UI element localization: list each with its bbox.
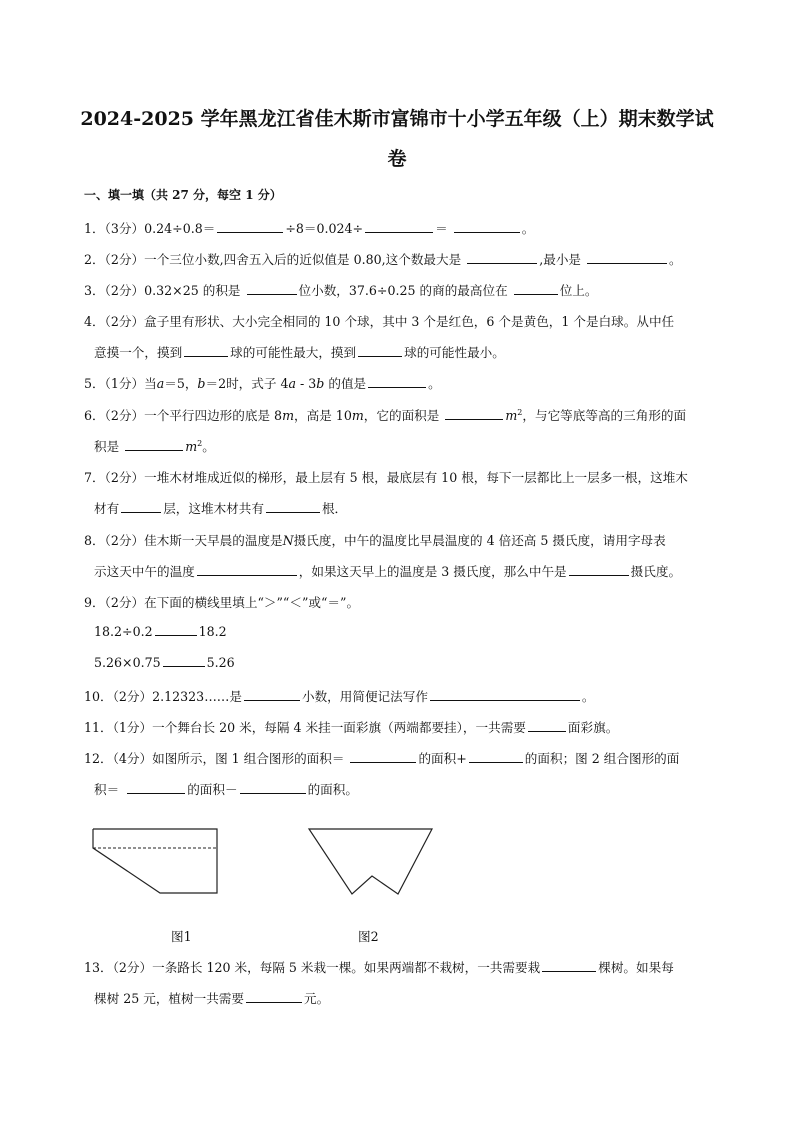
answer-blank[interactable] <box>569 563 629 576</box>
answer-blank[interactable] <box>350 750 416 763</box>
figure-2-outline <box>309 829 432 894</box>
answer-blank[interactable] <box>184 344 228 357</box>
answer-blank[interactable] <box>514 282 558 295</box>
question-4: 4．（2分）盒子里有形状、大小完全相同的 10 个球，其中 3 个是红色，6 个是黄色，1 个是白球。从中任 <box>84 314 675 329</box>
answer-blank[interactable] <box>467 251 537 264</box>
answer-blank[interactable] <box>358 344 402 357</box>
question-10: 10．（2分）2.12323……是 小数，用简便记法写作 。 <box>84 689 595 704</box>
question-7-continued: 材有 层，这堆木材共有 根． <box>94 501 348 516</box>
answer-blank[interactable] <box>155 623 197 636</box>
question-6: 6．（2分）一个平行四边形的底是 8m，高是 10m，它的面积是 $m^2$，与它等底等高的三角形的面 <box>84 407 687 423</box>
answer-blank[interactable] <box>454 220 520 233</box>
answer-blank[interactable] <box>163 654 205 667</box>
figure-1-outline <box>93 829 217 893</box>
question-1: 1．（3分）0.24÷0.8＝ ÷8＝0.024÷ ＝ 。 <box>84 221 535 236</box>
answer-blank[interactable] <box>247 282 297 295</box>
question-9: 9．（2分）在下面的横线里填上“＞”“＜”或“＝”。 <box>84 595 360 610</box>
question-12: 12．（4分）如图所示，图 1 组合图形的面积＝ 的面积+ 的面积；图 2 组合图形的面 <box>84 751 680 766</box>
answer-blank[interactable] <box>246 990 302 1003</box>
answer-blank[interactable] <box>127 781 185 794</box>
question-11: 11．（1分）一个舞台长 20 米，每隔 4 米挂一面彩旗（两端都要挂），一共需要 面彩旗。 <box>84 720 619 735</box>
section-heading: 一、填一填（共 27 分，每空 1 分） <box>84 188 282 202</box>
comparison-row: 18.2÷0.2 18.2 <box>94 624 227 639</box>
question-7: 7．（2分）一堆木材堆成近似的梯形，最上层有 5 根，最底层有 10 根，每下一层都比上一层多一根，这堆木 <box>84 470 688 485</box>
figure-1-caption: 图1 <box>171 929 192 944</box>
figure-2-caption: 图2 <box>358 929 379 944</box>
question-8: 8．（2分）佳木斯一天早晨的温度是N摄氏度，中午的温度比早晨温度的 4 倍还高 5 摄氏度，请用字母表 <box>84 533 666 548</box>
answer-blank[interactable] <box>266 500 320 513</box>
question-8-continued: 示这天中午的温度 ，如果这天早上的温度是 3 摄氏度，那么中午是 摄氏度。 <box>94 564 682 579</box>
comparison-row: 5.26×0.75 5.26 <box>94 655 235 670</box>
answer-blank[interactable] <box>445 407 503 420</box>
answer-blank[interactable] <box>528 719 566 732</box>
question-5: 5．（1分）当a＝5，b＝2时，式子 4a - 3b 的值是 。 <box>84 376 441 391</box>
answer-blank[interactable] <box>217 220 283 233</box>
question-4-continued: 意摸一个，摸到 球的可能性最大，摸到 球的可能性最小。 <box>94 345 505 360</box>
answer-blank[interactable] <box>368 375 426 388</box>
answer-blank[interactable] <box>197 563 297 576</box>
answer-blank[interactable] <box>587 251 667 264</box>
answer-blank[interactable] <box>121 500 161 513</box>
question-13-continued: 棵树 25 元，植树一共需要 元。 <box>94 991 330 1006</box>
page-title-continued: 卷 <box>387 148 407 170</box>
answer-blank[interactable] <box>430 688 580 701</box>
answer-blank[interactable] <box>365 220 433 233</box>
question-2: 2．（2分）一个三位小数,四舍五入后的近似值是 0.80,这个数最大是 ,最小是 。 <box>84 252 682 267</box>
question-13: 13．（2分）一条路长 120 米，每隔 5 米栽一棵。如果两端都不栽树，一共需要栽 棵树。如果每 <box>84 960 674 975</box>
answer-blank[interactable] <box>125 438 183 451</box>
question-3: 3．（2分）0.32×25 的积是 位小数，37.6÷0.25 的商的最高位在 位上。 <box>84 283 598 298</box>
answer-blank[interactable] <box>469 750 523 763</box>
figure-1-composite-shape <box>90 826 222 898</box>
question-6-continued: 积是 $m^2$。 <box>94 438 215 454</box>
figure-2-composite-shape <box>306 826 436 898</box>
page-title: 2024-2025 学年黑龙江省佳木斯市富锦市十小学五年级（上）期末数学试 <box>80 108 714 130</box>
answer-blank[interactable] <box>244 688 300 701</box>
answer-blank[interactable] <box>240 781 306 794</box>
question-12-continued: 积＝ 的面积－ 的面积。 <box>94 782 358 797</box>
answer-blank[interactable] <box>542 959 596 972</box>
